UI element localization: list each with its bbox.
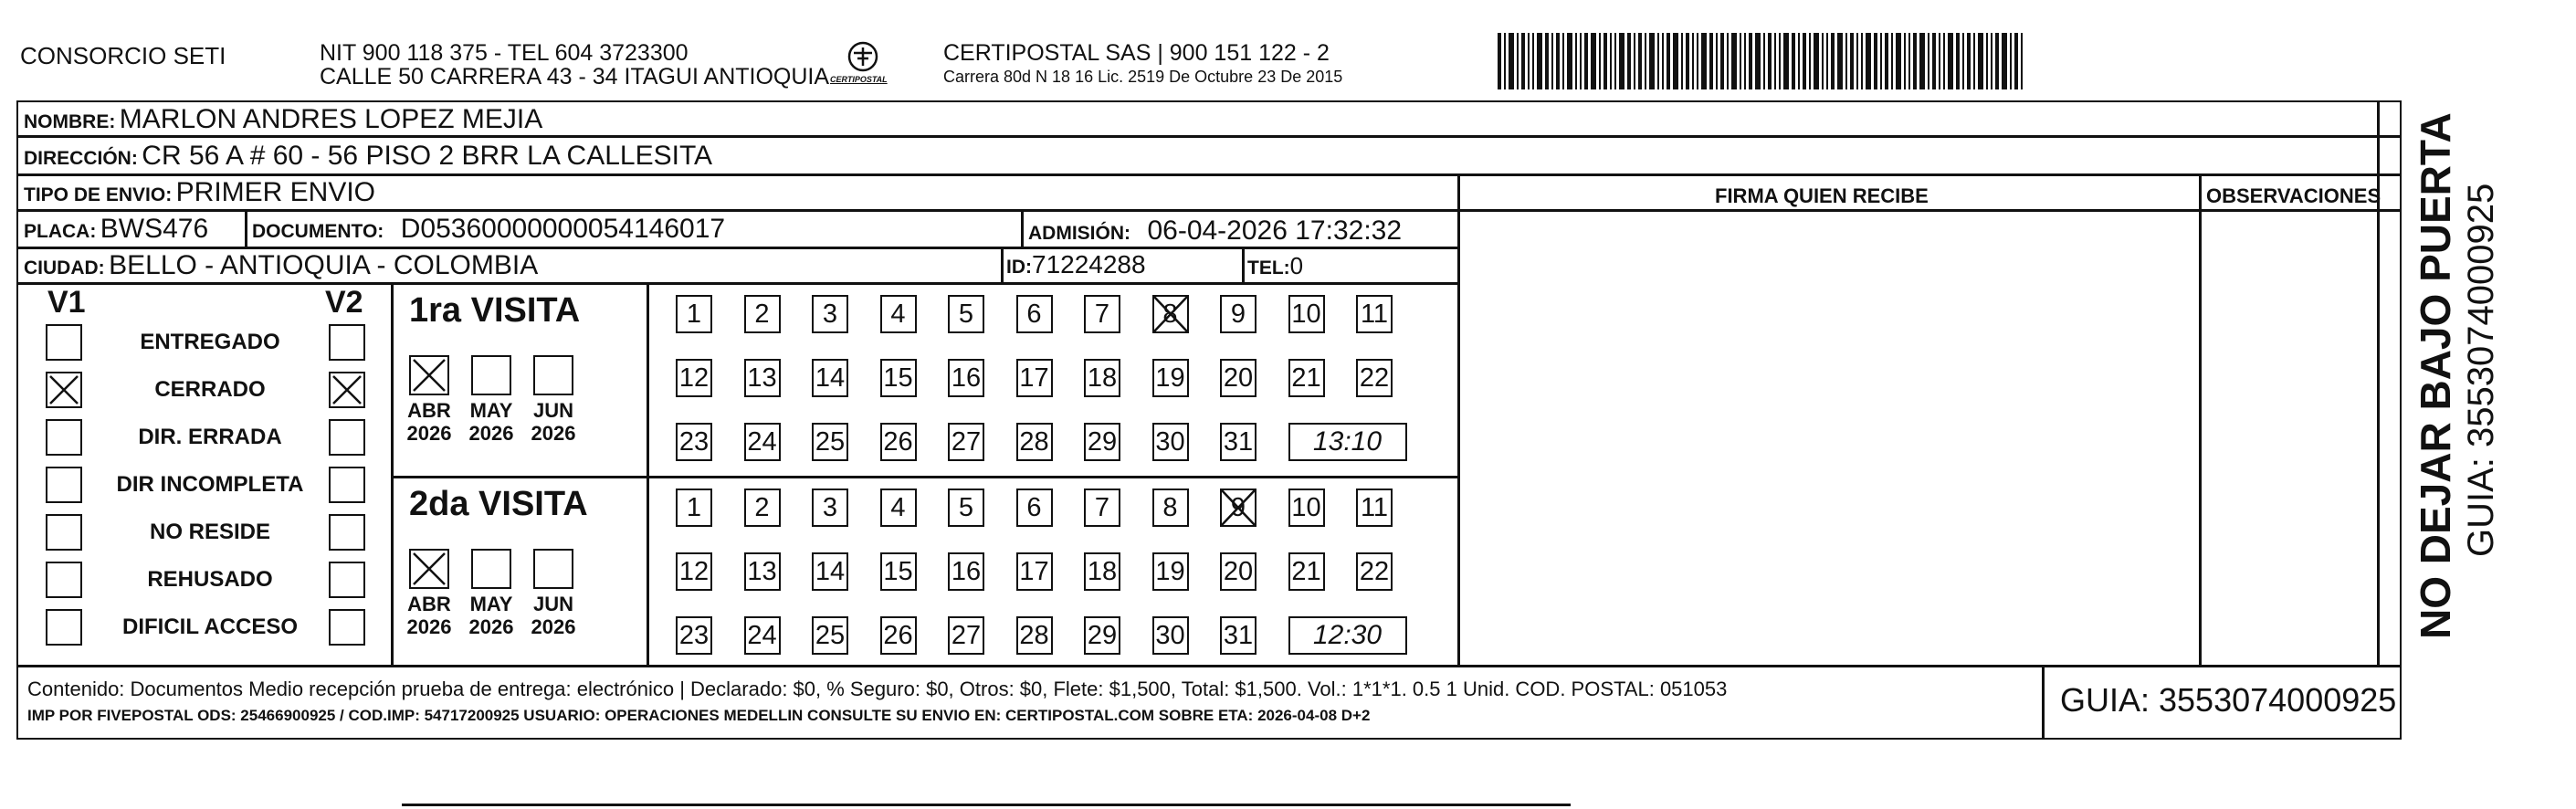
v1-label: V1: [47, 285, 86, 320]
v1-checkbox[interactable]: [46, 372, 82, 408]
day-box[interactable]: [1084, 423, 1120, 461]
day-number: 20: [1223, 557, 1254, 586]
day-number: 31: [1223, 621, 1254, 650]
side-guide-number: GUIA: 3553074000925: [2461, 183, 2501, 557]
day-number: 29: [1087, 621, 1118, 650]
month-label: [521, 593, 585, 638]
day-number: 9: [1230, 493, 1246, 522]
day-box[interactable]: [880, 616, 917, 655]
v2-checkbox[interactable]: [329, 372, 365, 408]
barcode: [1498, 33, 2025, 89]
day-number: 1: [686, 493, 702, 522]
city-field: [24, 250, 538, 281]
day-number: 23: [678, 621, 710, 650]
month-name: JUN: [532, 593, 573, 615]
document-value: D05360000000054146017: [400, 214, 726, 244]
day-number: 23: [678, 427, 710, 457]
document-field: [252, 214, 725, 245]
day-number: 22: [1359, 363, 1390, 393]
day-number: 6: [1026, 299, 1042, 329]
id-label: ID:: [1006, 257, 1032, 278]
observations-label: OBSERVACIONES: [2206, 184, 2381, 207]
day-number: 10: [1291, 299, 1321, 329]
v1-checkbox[interactable]: [46, 562, 82, 598]
month-year: 2026: [531, 615, 576, 638]
day-box[interactable]: [744, 359, 781, 397]
shipping-type: PRIMER ENVIO: [175, 177, 376, 207]
side-notice: [2411, 100, 2539, 648]
day-box[interactable]: [1220, 423, 1256, 461]
day-number: 28: [1019, 427, 1049, 457]
day-number: 8: [1162, 493, 1178, 522]
visit-title: 1ra VISITA: [409, 291, 581, 330]
month-label: [521, 399, 585, 445]
day-number: 16: [951, 363, 982, 393]
status-label: DIR INCOMPLETA: [116, 472, 304, 497]
month-name: ABR: [407, 593, 451, 615]
month-name: ABR: [407, 399, 451, 422]
day-box[interactable]: [1220, 552, 1256, 591]
city-value: BELLO - ANTIOQUIA - COLOMBIA: [109, 250, 539, 280]
plate-value: BWS476: [100, 214, 209, 244]
day-number: 9: [1230, 299, 1246, 329]
day-box[interactable]: [880, 552, 917, 591]
day-number: 17: [1019, 557, 1049, 586]
v2-checkbox[interactable]: [329, 467, 365, 503]
day-box[interactable]: [1016, 616, 1053, 655]
day-check-mark: [1152, 295, 1189, 333]
month-name: MAY: [469, 399, 513, 422]
month-name: MAY: [469, 593, 513, 615]
day-box[interactable]: [1016, 489, 1053, 527]
visit-title: 2da VISITA: [409, 485, 588, 523]
signature-label: FIRMA QUIEN RECIBE: [1715, 184, 1929, 207]
day-box[interactable]: [812, 423, 848, 461]
day-box[interactable]: [676, 616, 712, 655]
month-label: [459, 593, 523, 638]
tel-field: [1247, 252, 1303, 280]
day-number: 13: [747, 363, 777, 393]
day-box[interactable]: [1356, 359, 1393, 397]
id-value: 71224288: [1032, 250, 1146, 278]
day-number: 1: [686, 299, 702, 329]
day-box[interactable]: [880, 295, 917, 333]
day-box[interactable]: [880, 359, 917, 397]
day-number: 19: [1155, 557, 1185, 586]
v2-checkbox[interactable]: [329, 419, 365, 456]
status-label: DIR. ERRADA: [138, 425, 282, 449]
month-label: [397, 399, 461, 445]
day-box[interactable]: [880, 423, 917, 461]
day-number: 15: [883, 557, 913, 586]
day-number: 29: [1087, 427, 1118, 457]
month-label: [459, 399, 523, 445]
day-box[interactable]: [1152, 616, 1189, 655]
day-box[interactable]: [676, 552, 712, 591]
address-label: DIRECCIÓN:: [24, 148, 138, 169]
v2-checkbox[interactable]: [329, 324, 365, 361]
v2-label: V2: [325, 285, 363, 320]
day-box[interactable]: [1288, 489, 1325, 527]
day-box[interactable]: [1016, 295, 1053, 333]
day-number: 14: [815, 363, 846, 393]
day-box[interactable]: [1084, 489, 1120, 527]
day-box[interactable]: [812, 552, 848, 591]
day-number: 4: [890, 299, 906, 329]
day-box[interactable]: [676, 359, 712, 397]
day-number: 12: [678, 363, 710, 393]
day-box[interactable]: [1152, 552, 1189, 591]
day-number: 16: [951, 557, 982, 586]
id-field: [1006, 250, 1146, 279]
v1-checkbox[interactable]: [46, 514, 82, 551]
day-number: 14: [815, 557, 846, 586]
day-box[interactable]: [1152, 489, 1189, 527]
month-name: JUN: [532, 399, 573, 422]
day-box[interactable]: [948, 616, 984, 655]
v1-checkbox[interactable]: [46, 467, 82, 503]
day-number: 5: [958, 493, 974, 522]
name-row: [24, 104, 542, 135]
day-box[interactable]: [948, 359, 984, 397]
day-number: 25: [815, 621, 846, 650]
document-label: DOCUMENTO:: [252, 221, 384, 242]
day-number: 26: [883, 621, 913, 650]
certipostal-logo: [830, 37, 890, 91]
day-box[interactable]: [1356, 552, 1393, 591]
logo-caption: CERTIPOSTAL: [830, 75, 888, 84]
day-box[interactable]: [948, 489, 984, 527]
status-label: CERRADO: [154, 377, 266, 402]
tel-label: TEL:: [1247, 257, 1290, 278]
day-number: 21: [1291, 557, 1321, 586]
day-number: 27: [951, 427, 982, 457]
day-box[interactable]: [744, 423, 781, 461]
no-dejar-text: NO DEJAR BAJO PUERTA: [2412, 112, 2459, 639]
day-box[interactable]: [1152, 423, 1189, 461]
day-box[interactable]: [744, 295, 781, 333]
day-box[interactable]: [1016, 552, 1053, 591]
shipping-type-label: TIPO DE ENVIO:: [24, 184, 173, 205]
day-box[interactable]: [948, 295, 984, 333]
month-year: 2026: [406, 422, 452, 445]
certipostal-line: CERTIPOSTAL SAS | 900 151 122 - 2: [943, 40, 1330, 66]
day-box[interactable]: [744, 616, 781, 655]
status-label: REHUSADO: [147, 567, 273, 592]
day-number: 22: [1359, 557, 1390, 586]
month-checkbox[interactable]: [533, 355, 573, 395]
v1-checkbox[interactable]: [46, 324, 82, 361]
day-number: 2: [754, 493, 770, 522]
month-year: 2026: [531, 422, 576, 445]
day-number: 24: [747, 427, 777, 457]
day-number: 3: [822, 493, 838, 522]
month-checkbox[interactable]: [409, 549, 449, 589]
month-year: 2026: [406, 615, 452, 638]
day-box[interactable]: [1288, 552, 1325, 591]
admission-field: [1028, 215, 1402, 247]
day-number: 31: [1223, 427, 1254, 457]
status-label: ENTREGADO: [140, 330, 280, 354]
day-box[interactable]: [1084, 616, 1120, 655]
status-label: DIFICIL ACCESO: [121, 615, 298, 639]
tel-value: 0: [1289, 252, 1304, 279]
day-number: 11: [1360, 299, 1389, 329]
month-label: [397, 593, 461, 638]
day-number: 20: [1223, 363, 1254, 393]
guide-box-number: GUIA: 3553074000925: [2060, 681, 2397, 719]
day-number: 12: [678, 557, 710, 586]
content-line: Contenido: Documentos Medio recepción prueba de entrega: electrónico | Declarado: $0, % Seguro: $0, Otros: $0, Flete: $1,500, Total: $1,500. Vol.: 1*1*1. 0.5 1 Unid. COD. POSTAL: 051053: [27, 678, 1728, 700]
month-year: 2026: [468, 422, 514, 445]
day-number: 25: [815, 427, 846, 457]
plate-field: [24, 214, 208, 245]
day-box[interactable]: [1084, 359, 1120, 397]
plate-label: PLACA:: [24, 221, 97, 242]
day-number: 24: [747, 621, 777, 650]
v1-checkbox[interactable]: [46, 419, 82, 456]
day-box[interactable]: [1220, 359, 1256, 397]
day-number: 7: [1094, 493, 1110, 522]
day-box[interactable]: [676, 489, 712, 527]
month-checkbox[interactable]: [471, 355, 511, 395]
day-number: 6: [1026, 493, 1042, 522]
day-number: 27: [951, 621, 982, 650]
month-checkbox[interactable]: [533, 549, 573, 589]
day-box[interactable]: [1016, 359, 1053, 397]
day-box[interactable]: [1288, 359, 1325, 397]
day-box[interactable]: [676, 295, 712, 333]
day-number: 19: [1155, 363, 1185, 393]
day-box[interactable]: [1016, 423, 1053, 461]
day-box[interactable]: [1152, 359, 1189, 397]
day-number: 4: [890, 493, 906, 522]
day-box[interactable]: [812, 489, 848, 527]
day-box[interactable]: [744, 489, 781, 527]
month-checkbox[interactable]: [409, 355, 449, 395]
day-box[interactable]: [1220, 295, 1256, 333]
day-box[interactable]: [812, 616, 848, 655]
status-label: NO RESIDE: [149, 520, 271, 544]
day-number: 3: [822, 299, 838, 329]
day-box[interactable]: [1356, 489, 1393, 527]
day-box[interactable]: [1220, 616, 1256, 655]
month-checkbox[interactable]: [471, 549, 511, 589]
day-number: 18: [1087, 557, 1118, 586]
v2-checkbox[interactable]: [329, 609, 365, 646]
day-number: 8: [1162, 299, 1178, 329]
name-label: NOMBRE:: [24, 111, 116, 132]
certipostal-license: Carrera 80d N 18 16 Lic. 2519 De Octubre 23 De 2015: [943, 68, 1343, 86]
day-number: 10: [1291, 493, 1321, 522]
day-box[interactable]: [1356, 295, 1393, 333]
address-row: [24, 141, 712, 172]
imp-line: IMP POR FIVEPOSTAL ODS: 25466900925 / COD.IMP: 54717200925 USUARIO: OPERACIONES MEDELLIN CONSULTE SU ENVIO EN: CERTIPOSTAL.COM SOBRE ETA: 2026-04-08 D+2: [27, 707, 1371, 724]
day-number: 2: [754, 299, 770, 329]
city-label: CIUDAD:: [24, 257, 105, 278]
day-box[interactable]: [1084, 295, 1120, 333]
day-box[interactable]: [948, 552, 984, 591]
day-number: 17: [1019, 363, 1049, 393]
day-number: 7: [1094, 299, 1110, 329]
nit-line: NIT 900 118 375 - TEL 604 3723300: [320, 40, 689, 66]
day-box[interactable]: [1288, 295, 1325, 333]
admission-label: ADMISIÓN:: [1028, 223, 1130, 244]
day-check-mark: [1220, 489, 1256, 527]
visit-time: 12:30: [1288, 616, 1407, 655]
day-box[interactable]: [1220, 489, 1256, 527]
day-number: 11: [1360, 493, 1389, 522]
v2-checkbox[interactable]: [329, 514, 365, 551]
v2-checkbox[interactable]: [329, 562, 365, 598]
day-box[interactable]: [676, 423, 712, 461]
day-box[interactable]: [744, 552, 781, 591]
day-box[interactable]: [812, 295, 848, 333]
day-number: 13: [747, 557, 777, 586]
day-number: 15: [883, 363, 913, 393]
day-number: 30: [1155, 427, 1185, 457]
shipping-type-row: [24, 177, 375, 208]
day-box[interactable]: [948, 423, 984, 461]
day-box[interactable]: [812, 359, 848, 397]
company-name: CONSORCIO SETI: [20, 42, 226, 69]
day-number: 30: [1155, 621, 1185, 650]
day-box[interactable]: [1084, 552, 1120, 591]
address-line: CALLE 50 CARRERA 43 - 34 ITAGUI ANTIOQUIA: [320, 64, 830, 89]
day-number: 5: [958, 299, 974, 329]
visit-time: 13:10: [1288, 423, 1407, 461]
day-box[interactable]: [1152, 295, 1189, 333]
v1-checkbox[interactable]: [46, 609, 82, 646]
day-number: 28: [1019, 621, 1049, 650]
recipient-address: CR 56 A # 60 - 56 PISO 2 BRR LA CALLESITA: [142, 141, 713, 171]
month-year: 2026: [468, 615, 514, 638]
day-number: 18: [1087, 363, 1118, 393]
day-number: 21: [1291, 363, 1321, 393]
day-box[interactable]: [880, 489, 917, 527]
recipient-name: MARLON ANDRES LOPEZ MEJIA: [119, 104, 543, 134]
day-number: 26: [883, 427, 913, 457]
admission-value: 06-04-2026 17:32:32: [1147, 215, 1403, 246]
